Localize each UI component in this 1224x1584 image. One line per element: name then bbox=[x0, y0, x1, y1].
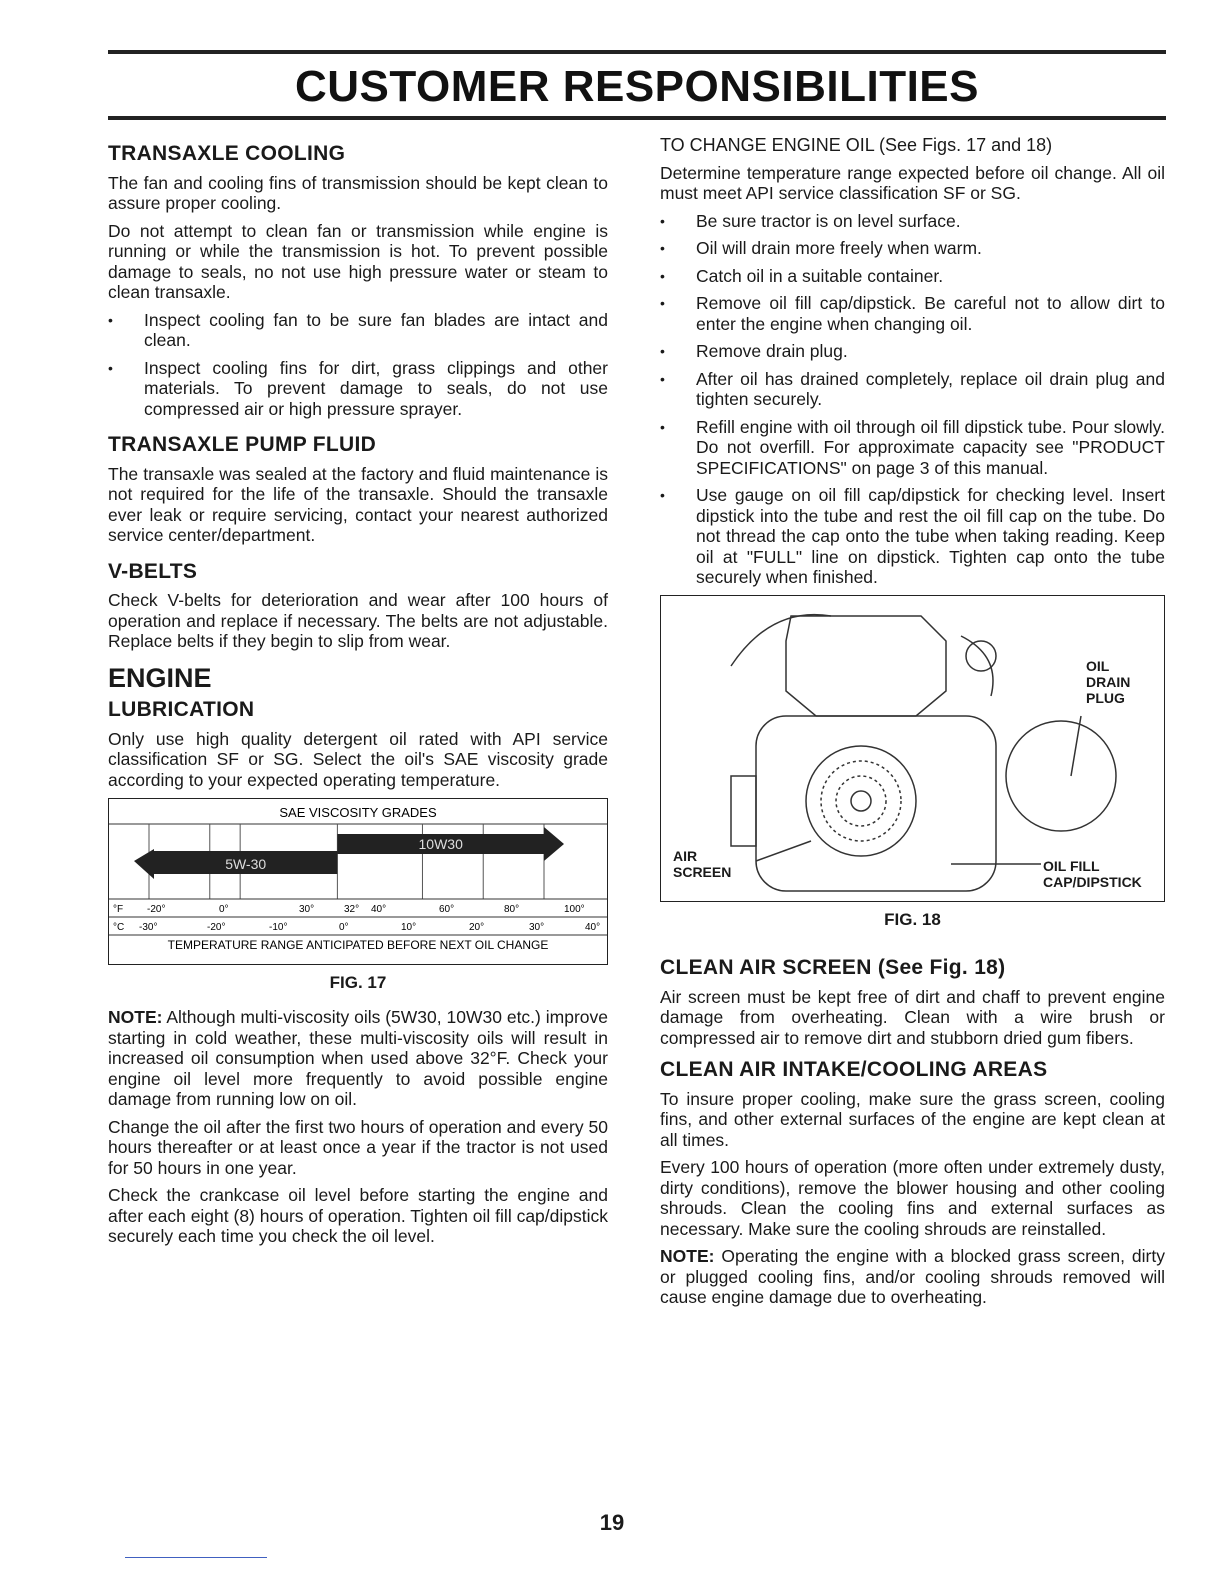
f-tick-label: 32° bbox=[344, 904, 360, 915]
list-item: • Oil will drain more freely when warm. bbox=[660, 238, 1165, 259]
fig18-caption: FIG. 18 bbox=[884, 909, 941, 929]
heading-clean-intake: CLEAN AIR INTAKE/COOLING AREAS bbox=[660, 1058, 1048, 1081]
f-tick-label: -20° bbox=[147, 904, 166, 915]
heading-transaxle-cooling: TRANSAXLE COOLING bbox=[108, 142, 346, 165]
title-rule bbox=[108, 116, 1166, 120]
viscosity-chart bbox=[108, 798, 608, 965]
list-item: • Catch oil in a suitable container. bbox=[660, 266, 1165, 287]
c-tick-label: 10° bbox=[401, 922, 417, 933]
paragraph: Do not attempt to clean fan or transmission while engine is running or while the transmission is hot. To prevent possible damage to seals, no not use high pressure water or steam to clean transaxle. bbox=[108, 220, 608, 302]
bar-label-5w30: 5W-30 bbox=[225, 856, 267, 872]
oil-fill-label: OIL FILL CAP/DIPSTICK bbox=[1043, 857, 1142, 890]
f-tick-label: 80° bbox=[504, 904, 520, 915]
f-tick-label: 40° bbox=[371, 904, 387, 915]
bullet-list bbox=[108, 310, 608, 420]
list-item: • Remove oil fill cap/dipstick. Be careful not to allow dirt to enter the engine when changing oil. bbox=[660, 293, 1165, 334]
list-item: • Use gauge on oil fill cap/dipstick for checking level. Insert dipstick into the tube and rest the oil fill cap on the tube. Do not thread the cap onto the tube when taking reading. Keep oil at "FULL" line on dipstick. Tighten cap onto the tube securely when finished. bbox=[660, 485, 1165, 588]
c-tick-label: -30° bbox=[139, 922, 158, 933]
list-item: • Inspect cooling fan to be sure fan blades are intact and clean. bbox=[108, 310, 608, 351]
list-item: • Inspect cooling fins for dirt, grass clippings and other materials. To prevent damage to seals, do not use compressed air or high pressure sprayer. bbox=[108, 358, 608, 420]
paragraph: Air screen must be kept free of dirt and chaff to prevent engine damage from overheating. Clean with a wire brush or compressed air to remove dirt and stubborn dried gum fibers. bbox=[660, 986, 1165, 1048]
bar-label-10w30: 10W30 bbox=[418, 836, 463, 852]
heading-change-oil: TO CHANGE ENGINE OIL (See Figs. 17 and 18) bbox=[660, 135, 1053, 155]
f-unit: °F bbox=[113, 904, 124, 915]
c-tick-label: -10° bbox=[269, 922, 288, 933]
f-tick-label: 30° bbox=[299, 904, 315, 915]
c-tick-label: 20° bbox=[469, 922, 485, 933]
heading-v-belts: V-BELTS bbox=[108, 559, 198, 583]
paragraph: Change the oil after the first two hours of operation and every 50 hours thereafter or at least once a year if the tractor is not used for 50 hours in one year. bbox=[108, 1116, 608, 1178]
c-tick-label: 0° bbox=[339, 922, 349, 933]
heading-clean-air-screen: CLEAN AIR SCREEN (See Fig. 18) bbox=[660, 956, 1006, 979]
paragraph: The transaxle was sealed at the factory and fluid maintenance is not required for the life of the transaxle. Should the transaxle ever leak or require servicing, contact your nearest authorized service center/department. bbox=[108, 463, 608, 545]
fig17-caption: FIG. 17 bbox=[329, 972, 387, 992]
left-column bbox=[108, 138, 608, 1254]
paragraph: Check V-belts for deterioration and wear after 100 hours of operation and replace if necessary. The belts are not adjustable. Replace belts if they begin to slip from wear. bbox=[108, 590, 608, 651]
c-unit: °C bbox=[113, 922, 125, 933]
c-tick-label: 30° bbox=[529, 922, 545, 933]
note-paragraph bbox=[660, 1246, 1165, 1308]
paragraph: Determine temperature range expected before oil change. All oil must meet API service classification SF or SG. bbox=[660, 162, 1165, 203]
page-title: CUSTOMER RESPONSIBILITIES bbox=[295, 62, 979, 111]
note-text: Operating the engine with a blocked grass screen, dirty or plugged cooling fins, and/or cooling shrouds removed will cause engine damage due to overheating. bbox=[660, 1246, 1165, 1307]
f-tick-label: 0° bbox=[219, 904, 229, 915]
paragraph: Every 100 hours of operation (more often under extremely dusty, dirty conditions), remove the blower housing and other cooling shrouds. Clean the cooling fins and external surfaces as necessary. Make sure the cooling shrouds are reinstalled. bbox=[660, 1157, 1165, 1239]
list-item: • After oil has drained completely, replace oil drain plug and tighten securely. bbox=[660, 369, 1165, 410]
footer-line bbox=[125, 1557, 267, 1558]
heading-lubrication: LUBRICATION bbox=[108, 698, 255, 721]
note-label: NOTE: bbox=[108, 1007, 163, 1027]
chart-title: SAE VISCOSITY GRADES bbox=[279, 805, 437, 820]
paragraph: Only use high quality detergent oil rated with API service classification SF or SG. Select the oil's SAE viscosity grade according to your expected operating temperature. bbox=[108, 728, 608, 790]
note-text: Although multi-viscosity oils (5W30, 10W30 etc.) improve starting in cold weather, these multi-viscosity oils will result in increased oil consumption when used above 32°F. Check your engine oil level more frequently to avoid possible engine damage from running low on oil. bbox=[108, 1007, 608, 1109]
top-rule bbox=[108, 50, 1166, 54]
list-item: • Be sure tractor is on level surface. bbox=[660, 211, 1165, 232]
heading-pump-fluid: TRANSAXLE PUMP FLUID bbox=[108, 433, 377, 456]
note-paragraph bbox=[108, 1007, 608, 1110]
page-number: 19 bbox=[599, 1510, 625, 1535]
c-tick-label: 40° bbox=[585, 922, 601, 933]
f-tick-label: 60° bbox=[439, 904, 455, 915]
bullet-list bbox=[660, 211, 1165, 588]
air-screen-label: AIR SCREEN bbox=[673, 847, 732, 880]
f-tick-label: 100° bbox=[564, 904, 585, 915]
paragraph: The fan and cooling fins of transmission should be kept clean to assure proper cooling. bbox=[108, 172, 608, 213]
list-item: • Refill engine with oil through oil fill dipstick tube. Pour slowly. Do not overfill. For approximate capacity see "PRODUCT SPECIFICATIONS" on page 3 of this manual. bbox=[660, 417, 1165, 479]
x-axis-label: TEMPERATURE RANGE ANTICIPATED BEFORE NEXT OIL CHANGE bbox=[167, 938, 549, 952]
paragraph: To insure proper cooling, make sure the grass screen, cooling fins, and other external surfaces of the engine are kept clean at all times. bbox=[660, 1088, 1165, 1150]
list-item: • Remove drain plug. bbox=[660, 341, 1165, 362]
heading-engine: ENGINE bbox=[108, 662, 212, 693]
right-column bbox=[660, 135, 1165, 1315]
oil-drain-plug-label: OIL DRAIN PLUG bbox=[1086, 657, 1131, 706]
c-tick-label: -20° bbox=[207, 922, 226, 933]
engine-figure bbox=[660, 595, 1165, 902]
note-label: NOTE: bbox=[660, 1246, 715, 1266]
paragraph: Check the crankcase oil level before starting the engine and after each eight (8) hours of operation. Tighten oil fill cap/dipstick securely each time you check the oil level. bbox=[108, 1185, 608, 1246]
